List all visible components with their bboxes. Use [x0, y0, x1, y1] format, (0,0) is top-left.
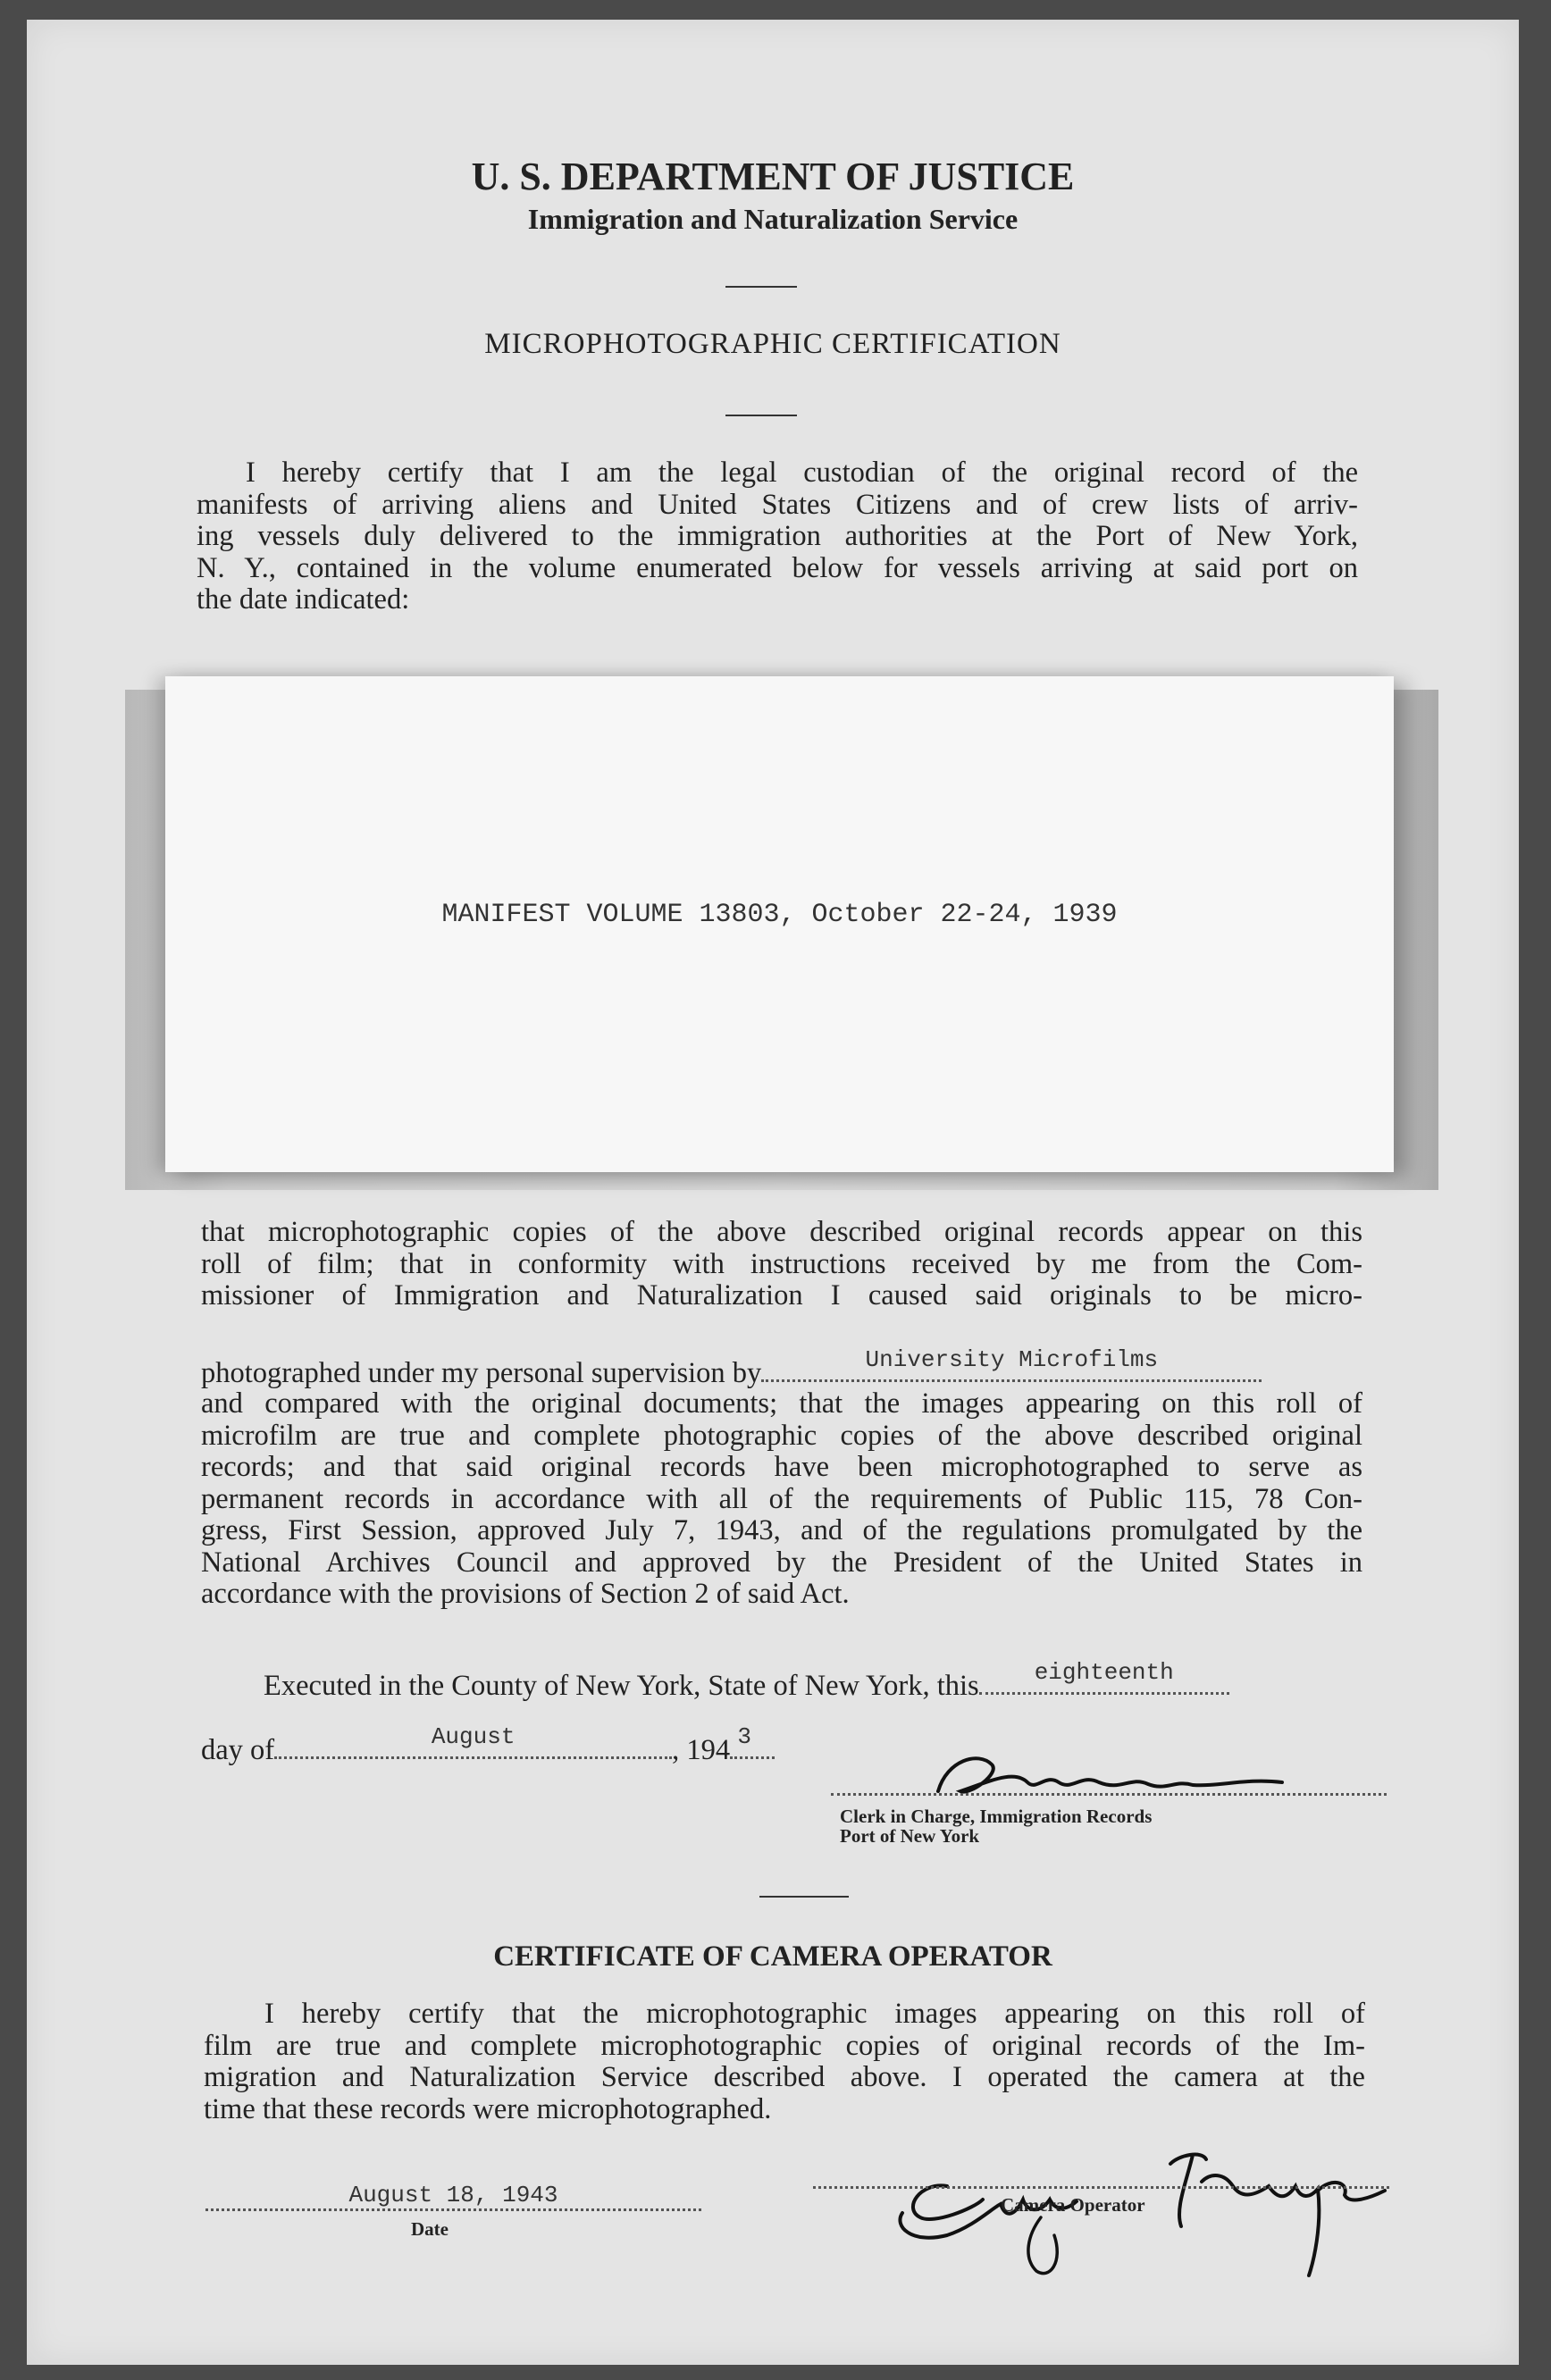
executed-day-blank	[979, 1658, 1229, 1695]
month-blank	[274, 1722, 672, 1759]
paragraph-line: and compared with the original documents; that the images appearing on this roll of	[201, 1387, 1362, 1420]
date-label: Date	[411, 2218, 449, 2240]
year-prefix: , 194	[672, 1734, 731, 1766]
manifest-volume: MANIFEST VOLUME 13803, October 22-24, 1939	[441, 900, 1118, 930]
paragraph-line: records; and that said original records have been microphotographed to serve as	[201, 1451, 1362, 1483]
month-value: August	[431, 1722, 516, 1750]
paragraph-line: gress, First Session, approved July 7, 1943, and of the regulations promulgated by the	[201, 1514, 1362, 1546]
paragraph-line: accordance with the provisions of Section 2 of said Act.	[201, 1578, 850, 1610]
supervision-value: University Microfilms	[865, 1345, 1159, 1373]
paragraph-line: manifests of arriving aliens and United States Citizens and of crew lists of arriv-	[197, 488, 1358, 521]
executed-day: eighteenth	[1034, 1658, 1174, 1686]
paragraph-line: ing vessels duly delivered to the immigration authorities at the Port of New York,	[197, 520, 1358, 552]
paragraph-line: I hereby certify that the microphotographic images appearing on this roll of	[264, 1998, 1365, 2030]
divider	[725, 415, 797, 416]
divider	[759, 1896, 849, 1898]
clerk-title: Clerk in Charge, Immigration Records	[840, 1806, 1153, 1827]
paragraph-line: roll of film; that in conformity with instructions received by me from the Com-	[201, 1247, 1362, 1280]
paragraph-line: National Archives Council and approved by the President of the United States in	[201, 1546, 1362, 1579]
year-digit: 3	[737, 1722, 751, 1750]
body-paragraph	[201, 1217, 1362, 1312]
camera-operator-heading: CERTIFICATE OF CAMERA OPERATOR	[493, 1940, 1052, 1973]
service-subheading: Immigration and Naturalization Service	[527, 203, 1019, 235]
department-heading: U. S. DEPARTMENT OF JUSTICE	[471, 155, 1075, 198]
executed-line	[264, 1658, 1229, 1703]
certificate-page	[27, 20, 1519, 2365]
executed-prefix: Executed in the County of New York, State of New York, this	[264, 1670, 979, 1702]
divider	[725, 286, 797, 288]
operator-signature-line	[813, 2186, 1389, 2189]
manifest-card	[165, 676, 1394, 1172]
supervision-prefix: photographed under my personal supervision by	[201, 1357, 762, 1389]
paragraph-line: microfilm are true and complete photographic copies of the above described original	[201, 1419, 1362, 1452]
paragraph-line: the date indicated:	[197, 583, 410, 616]
supervision-line	[201, 1345, 1362, 1390]
operator-label: Camera Operator	[1001, 2194, 1145, 2216]
paragraph-line: migration and Naturalization Service described above. I operated the camera at the	[204, 2061, 1365, 2093]
intro-paragraph	[197, 457, 1358, 616]
paragraph-line: I hereby certify that I am the legal custodian of the original record of the	[246, 457, 1358, 489]
day-of-line	[201, 1722, 775, 1767]
date-value: August 18, 1943	[348, 2182, 558, 2208]
clerk-signature	[907, 1742, 1336, 1814]
paragraph-line: that microphotographic copies of the above described original records appear on this	[201, 1216, 1362, 1248]
date-blank	[205, 2182, 701, 2211]
paragraph-line: permanent records in accordance with all of the requirements of Public 115, 78 Con-	[201, 1482, 1362, 1515]
year-blank	[730, 1722, 775, 1759]
day-of-label: day of	[201, 1734, 275, 1766]
certification-title: MICROPHOTOGRAPHIC CERTIFICATION	[484, 328, 1061, 360]
camera-operator-signature	[849, 2101, 1421, 2280]
paragraph-line: N. Y., contained in the volume enumerated below for vessels arriving at said port on	[197, 551, 1358, 584]
body-paragraph-2	[201, 1388, 1362, 1611]
clerk-signature-line	[831, 1793, 1387, 1796]
paragraph-line: time that these records were microphotographed.	[204, 2092, 772, 2125]
clerk-port: Port of New York	[840, 1825, 980, 1847]
paragraph-line: film are true and complete microphotographic copies of original records of the Im-	[204, 2029, 1365, 2062]
paragraph-line: missioner of Immigration and Naturalization I caused said originals to be micro-	[201, 1279, 1362, 1312]
supervision-blank	[761, 1345, 1262, 1382]
